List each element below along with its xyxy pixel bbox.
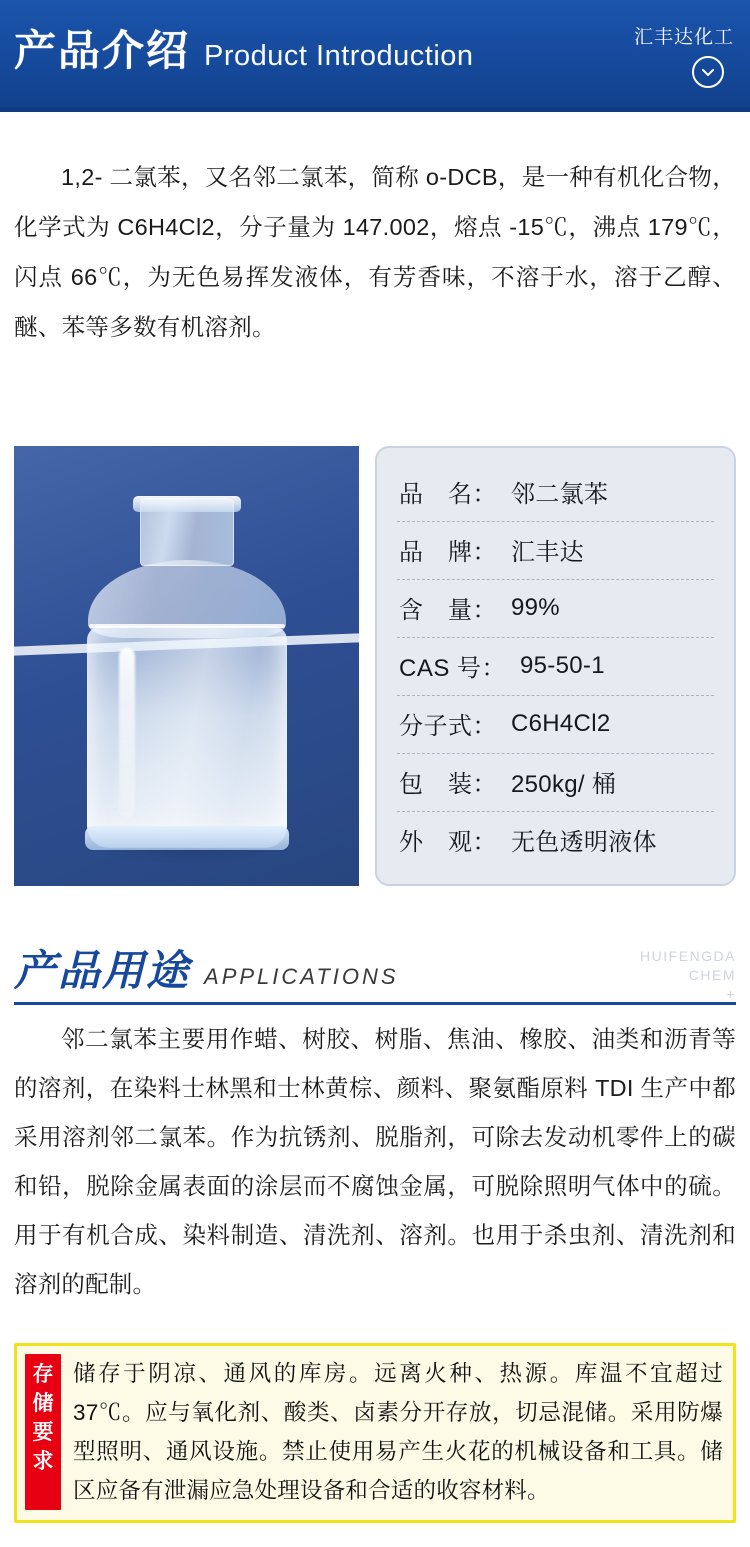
applications-title-en: APPLICATIONS: [204, 964, 399, 989]
table-row: [397, 464, 714, 522]
watermark-line-3: +: [726, 986, 736, 1002]
spec-label: 品 牌：: [399, 539, 497, 566]
product-photo: [14, 446, 359, 886]
table-row: [397, 812, 714, 869]
bottle-highlight: [119, 648, 135, 818]
spec-label: 外 观：: [399, 829, 497, 856]
bottle-body: [87, 626, 287, 848]
spec-value: 95-50-1: [520, 651, 605, 679]
storage-tag: 存储要求: [25, 1354, 61, 1510]
spec-value: 汇丰达: [511, 539, 584, 566]
watermark: [640, 947, 736, 1004]
table-row: [397, 754, 714, 812]
watermark-line-1: HUIFENGDA: [640, 948, 736, 964]
table-row: [397, 638, 714, 696]
table-row: [397, 522, 714, 580]
spec-label: 含 量：: [399, 597, 497, 624]
header-bottom-rule: [0, 107, 750, 112]
bottle-lip: [133, 496, 241, 512]
storage-notice: [14, 1343, 736, 1523]
spec-label: CAS 号：: [399, 655, 507, 682]
liquid-surface-line: [89, 624, 285, 628]
applications-paragraph: 邻二氯苯主要用作蜡、树胶、树脂、焦油、橡胶、油类和沥青等的溶剂，在染料士林黑和士林黄棕、颜料、聚氨酯原料 TDI 生产中都采用溶剂邻二氯苯。作为抗锈剂、脱脂剂，可除去发动机零件上的碳和铅，脱除金属表面的涂层而不腐蚀金属，可脱除照明气体中的硫。用于有机合成、染料制造、清洗剂、溶剂。也用于杀虫剂、清洗剂和溶剂的配制。: [14, 1026, 736, 1297]
intro-paragraph: 1,2- 二氯苯，又名邻二氯苯，简称 o-DCB，是一种有机化合物，化学式为 C6H4Cl2，分子量为 147.002，熔点 -15℃，沸点 179℃，闪点 66℃，为无色易挥发液体，有芳香味，不溶于水，溶于乙醇、醚、苯等多数有机溶剂。: [14, 164, 736, 340]
page-header: [0, 0, 750, 112]
page-title-cn: 产品介绍: [14, 27, 191, 74]
bottle-base: [85, 826, 289, 850]
table-row: [397, 580, 714, 638]
watermark-line-2: CHEM: [688, 967, 736, 983]
spec-label: 品 名：: [399, 481, 497, 508]
chevron-down-circle-icon: [692, 56, 724, 88]
table-row: [397, 696, 714, 754]
spec-value: 99%: [511, 593, 560, 621]
page-title-en: Product Introduction: [204, 40, 474, 72]
spec-value: 无色透明液体: [511, 829, 657, 856]
storage-text: 储存于阴凉、通风的库房。远离火种、热源。库温不宜超过 37℃。应与氧化剂、酸类、卤素分开存放，切忌混储。采用防爆型照明、通风设施。禁止使用易产生火花的机械设备和工具。储区应备有泄漏应急处理设备和合适的收容材料。: [73, 1361, 723, 1503]
spec-label: 包 装：: [399, 771, 497, 798]
product-section: [0, 446, 750, 886]
spec-table: [375, 446, 736, 886]
header-title-group: [14, 27, 474, 74]
applications-title-cn: 产品用途: [14, 947, 191, 994]
applications-heading: [0, 947, 750, 1002]
spec-value: C6H4Cl2: [511, 709, 611, 737]
spec-label: 分子式：: [399, 713, 497, 740]
spec-value: 邻二氯苯: [511, 481, 609, 508]
brand-name: 汇丰达化工: [633, 27, 734, 48]
glass-bottle-illustration: [81, 498, 293, 850]
spec-value: 250kg/ 桶: [511, 771, 617, 798]
